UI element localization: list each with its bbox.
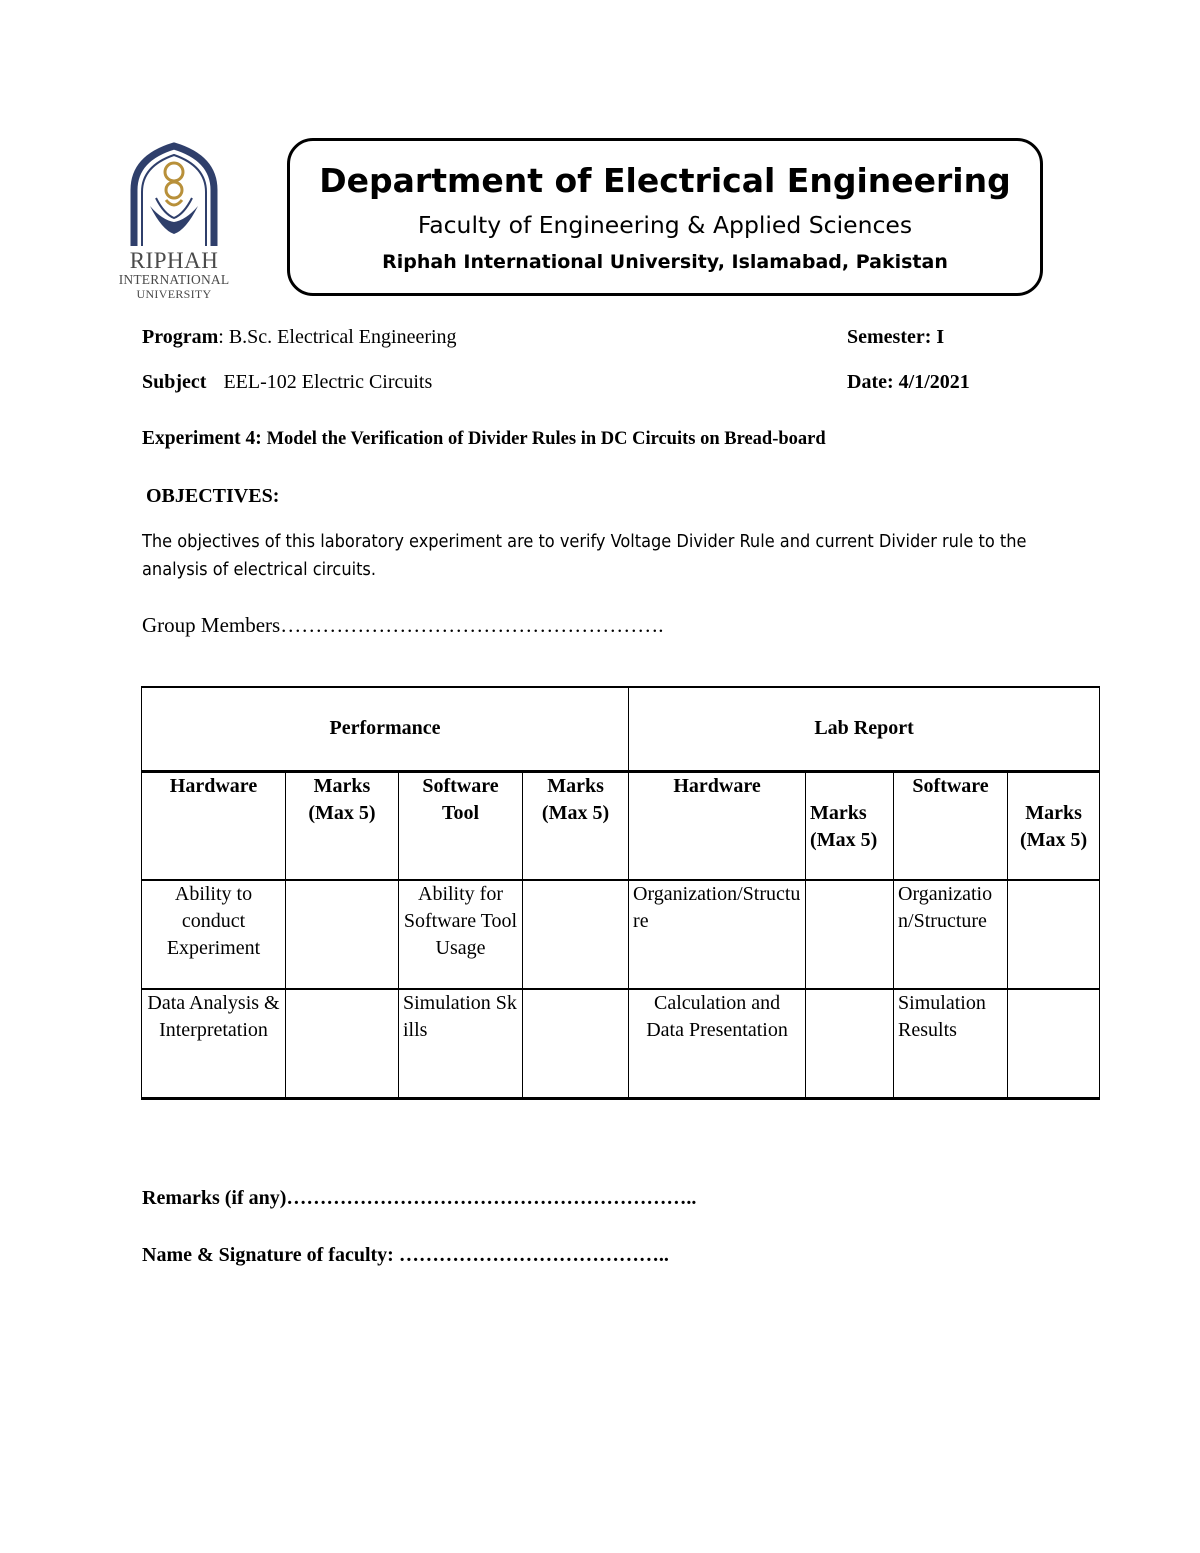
- marks-cell[interactable]: [806, 989, 894, 1098]
- table-cell: Calculation and Data Presentation: [629, 989, 806, 1098]
- university-name: Riphah International University, Islamabad, Pakistan: [382, 251, 948, 273]
- subject-field: [142, 371, 432, 394]
- table-cell: Simulation Results: [894, 989, 1008, 1098]
- table-group-row: [142, 687, 1100, 771]
- column-header: Software Tool: [399, 771, 523, 880]
- table-row: [142, 880, 1100, 989]
- column-header: Marks (Max 5): [1008, 771, 1100, 880]
- lab-report-header: Lab Report: [629, 687, 1100, 771]
- table-cell: Data Analysis & Interpretation: [142, 989, 286, 1098]
- column-header: Marks (Max 5): [806, 771, 894, 880]
- table-cell: Ability for Software Tool Usage: [399, 880, 523, 989]
- date-field: Date: 4/1/2021: [847, 371, 970, 393]
- column-header: Hardware: [142, 771, 286, 880]
- logo-name: RIPHAH: [129, 248, 219, 273]
- subject-label: Subject: [142, 371, 207, 393]
- remarks-line: Remarks (if any)……………………………………………………..: [142, 1187, 697, 1209]
- department-title: Department of Electrical Engineering: [319, 161, 1011, 200]
- university-logo: [106, 138, 242, 302]
- table-row: [142, 989, 1100, 1098]
- marks-cell[interactable]: [286, 989, 399, 1098]
- experiment-label: Experiment 4:: [142, 428, 262, 449]
- performance-header: Performance: [142, 687, 629, 771]
- column-header: Marks (Max 5): [523, 771, 629, 880]
- assessment-table: [141, 686, 1100, 1100]
- experiment-name: Model the Verification of Divider Rules in DC Circuits on Bread-board: [266, 429, 826, 449]
- table-header-row: [142, 771, 1100, 880]
- semester-field: Semester: I: [847, 326, 945, 348]
- faculty-name: Faculty of Engineering & Applied Sciences: [417, 211, 913, 239]
- objectives-heading: OBJECTIVES:: [146, 485, 280, 507]
- logo-line3: UNIVERSITY: [136, 287, 212, 301]
- logo-line2: INTERNATIONAL: [118, 272, 230, 287]
- experiment-title: [142, 428, 826, 450]
- table-cell: Organization/Structure: [894, 880, 1008, 989]
- column-header: Software: [894, 771, 1008, 880]
- program-label: Program: [142, 326, 219, 348]
- column-header: Marks (Max 5): [286, 771, 399, 880]
- subject-value: EEL-102 Electric Circuits: [223, 371, 433, 393]
- marks-cell[interactable]: [523, 880, 629, 989]
- program-field: [142, 326, 457, 349]
- header-box: [287, 138, 1043, 296]
- marks-cell[interactable]: [523, 989, 629, 1098]
- table-cell: Simulation Skills: [399, 989, 523, 1098]
- marks-cell[interactable]: [1008, 880, 1100, 989]
- faculty-signature-line: Name & Signature of faculty: …………………………………..: [142, 1244, 669, 1266]
- riphah-emblem-icon: [106, 138, 242, 250]
- marks-cell[interactable]: [806, 880, 894, 989]
- program-value: : B.Sc. Electrical Engineering: [218, 326, 457, 348]
- marks-cell[interactable]: [286, 880, 399, 989]
- marks-cell[interactable]: [1008, 989, 1100, 1098]
- table-cell: Ability to conduct Experiment: [142, 880, 286, 989]
- column-header: Hardware: [629, 771, 806, 880]
- objectives-text: The objectives of this laboratory experiment are to verify Voltage Divider Rule and current Divider rule to the analysis of electrical circuits.: [142, 531, 1027, 580]
- table-cell: Organization/Structure: [629, 880, 806, 989]
- group-members-line: Group Members……………………………………………….: [142, 613, 664, 637]
